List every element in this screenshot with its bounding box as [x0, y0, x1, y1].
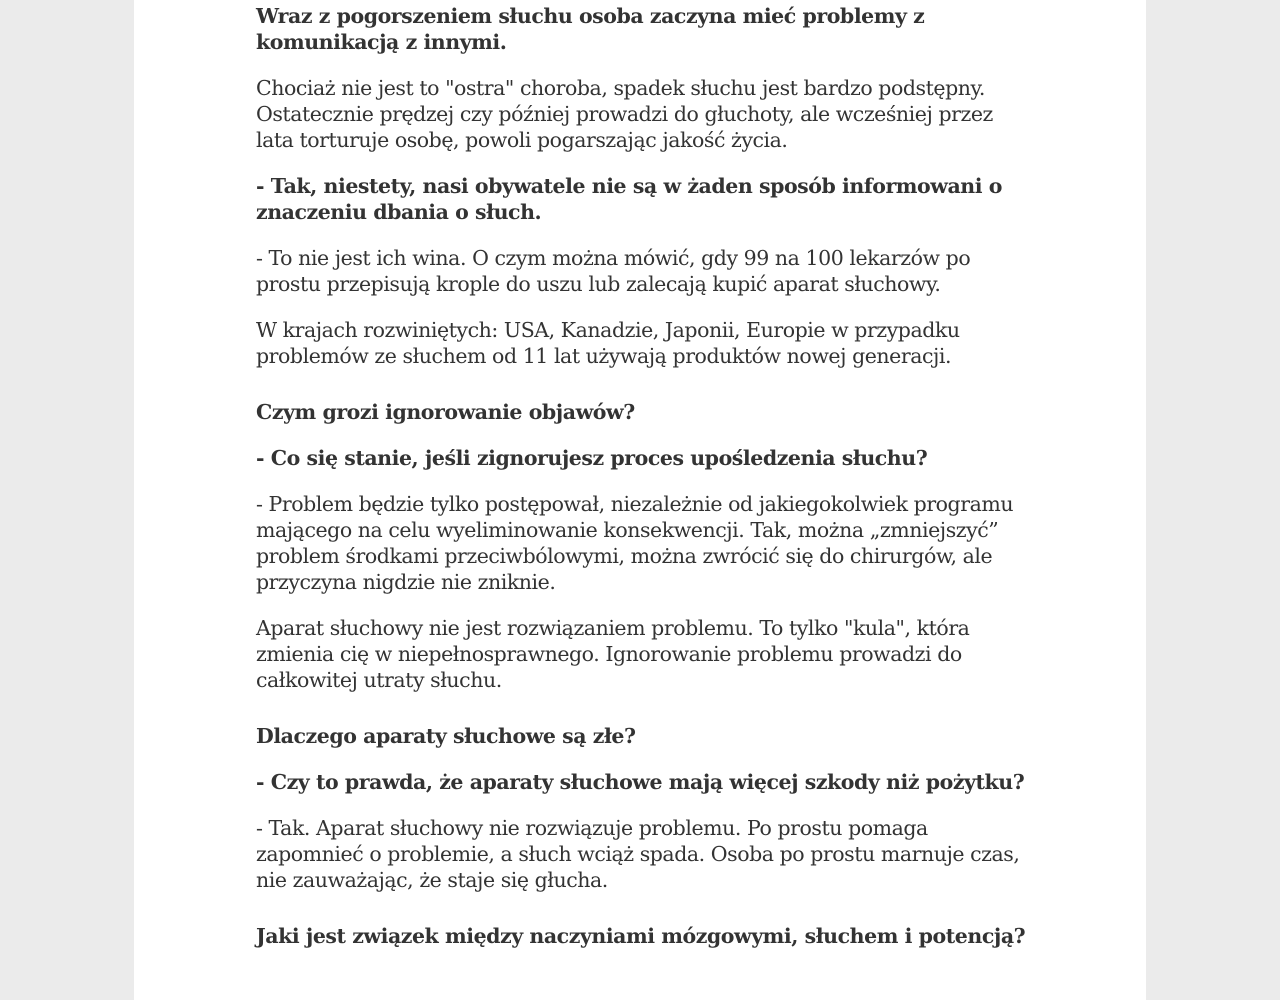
section-heading-ignoring-symptoms: Czym grozi ignorowanie objawów? [256, 400, 635, 424]
paragraph-developed-countries: W krajach rozwiniętych: USA, Kanadzie, Japonii, Europie w przypadku problemów ze słuchem od 11 lat używają produktów nowej generacji. [256, 318, 960, 368]
paragraph-hearing-communication: Wraz z pogorszeniem słuchu osoba zaczyna mieć problemy z komunikacją z innymi. [256, 4, 925, 54]
answer-hearing-aid-no-solution: - Tak. Aparat słuchowy nie rozwiązuje problemu. Po prostu pomaga zapomnieć o problemie, a słuch wciąż spada. Osoba po prostu marnuje czas, nie zauważając, że staje się głucha. [256, 816, 1020, 892]
paragraph-insidious-decline: Chociaż nie jest to "ostra" choroba, spadek słuchu jest bardzo podstępny. Ostatecznie prędzej czy później prowadzi do głuchoty, ale wcześniej przez lata torturuje osobę, powoli pogarszając jakość życia. [256, 76, 993, 152]
article-content [256, 0, 1031, 949]
article-page [134, 0, 1146, 1000]
answer-problem-progresses: - Problem będzie tylko postępował, niezależnie od jakiegokolwiek programu mającego na celu wyeliminowanie konsekwencji. Tak, można „zmniejszyć” problem środkami przeciwbólowymi, można zwrócić się do chirurgów, ale przyczyna nigdzie nie zniknie. [256, 492, 1014, 594]
section-heading-hearing-aids-bad: Dlaczego aparaty słuchowe są złe? [256, 724, 636, 748]
answer-doctors-prescribe: - To nie jest ich wina. O czym można mówić, gdy 99 na 100 lekarzów po prostu przepisują krople do uszu lub zalecają kupić aparat słuchowy. [256, 246, 971, 296]
section-heading-vessels-hearing-potency: Jaki jest związek między naczyniami mózgowymi, słuchem i potencją? [256, 924, 1026, 948]
question-citizens-uninformed: - Tak, niestety, nasi obywatele nie są w żaden sposób informowani o znaczeniu dbania o słuch. [256, 174, 1002, 224]
question-more-harm-than-good: - Czy to prawda, że aparaty słuchowe mają więcej szkody niż pożytku? [256, 770, 1025, 794]
paragraph-hearing-aid-crutch: Aparat słuchowy nie jest rozwiązaniem problemu. To tylko "kula", która zmienia cię w niepełnosprawnego. Ignorowanie problemu prowadzi do całkowitej utraty słuchu. [256, 616, 970, 692]
question-ignore-impairment: - Co się stanie, jeśli zignorujesz proces upośledzenia słuchu? [256, 446, 928, 470]
